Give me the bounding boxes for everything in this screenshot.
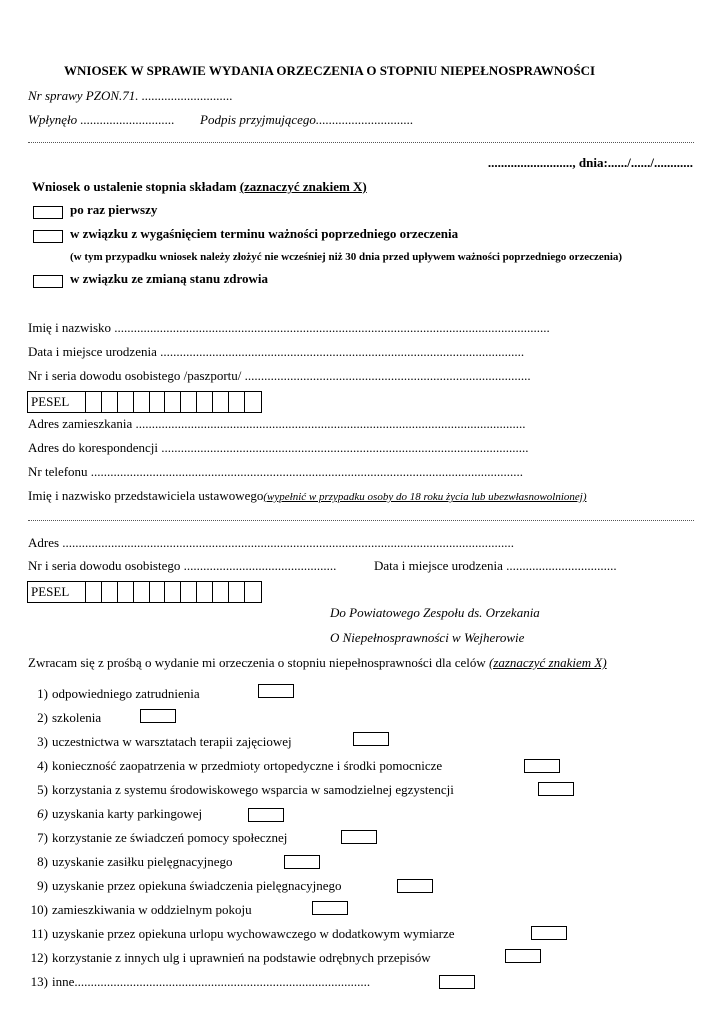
pesel-digit[interactable] (134, 392, 150, 412)
pesel-digit[interactable] (118, 392, 134, 412)
option-expired: w związku z wygaśnięciem terminu ważności poprzedniego orzeczenia (70, 226, 459, 241)
purpose-checkbox[interactable] (524, 759, 560, 773)
purpose-checkbox[interactable] (353, 732, 389, 746)
purpose-item: 9) uzyskanie przez opiekuna świadczenia pielęgnacyjnego (37, 878, 342, 893)
option-first-time: po raz pierwszy (70, 202, 158, 217)
purpose-checkbox[interactable] (341, 830, 377, 844)
received-field[interactable]: Wpłynęło ............................. (28, 112, 175, 127)
case-number-field[interactable]: Nr sprawy PZON.71. ............................ (28, 88, 233, 103)
purpose-item: 7) korzystanie ze świadczeń pomocy społecznej (37, 830, 288, 845)
pesel-digit[interactable] (102, 582, 118, 602)
applicant-pesel[interactable] (27, 391, 262, 413)
pesel-digit[interactable] (102, 392, 118, 412)
pesel-digit[interactable] (86, 582, 102, 602)
applicant-name-field[interactable]: Imię i nazwisko ...................................................................................................................................... (28, 320, 550, 335)
applicant-id-field[interactable]: Nr i seria dowodu osobistego /paszportu/ ........................................................................................ (28, 368, 531, 383)
pesel-digit[interactable] (229, 392, 245, 412)
purpose-checkbox[interactable] (140, 709, 176, 723)
page-title: WNIOSEK W SPRAWIE WYDANIA ORZECZENIA O STOPNIU NIEPEŁNOSPRAWNOŚCI (64, 63, 596, 78)
recipient-line-1: Do Powiatowego Zespołu ds. Orzekania (330, 605, 540, 620)
applicant-birth-field[interactable]: Data i miejsce urodzenia ................................................................................................................ (28, 344, 525, 359)
purpose-item: 4) konieczność zaopatrzenia w przedmioty ortopedyczne i środki pomocnicze (37, 758, 443, 773)
purpose-item: 11) uzyskanie przez opiekuna urlopu wychowawczego w dodatkowym wymiarze (31, 926, 455, 941)
purpose-item: 1) odpowiedniego zatrudnienia (37, 686, 200, 701)
purpose-intro: Zwracam się z prośbą o wydanie mi orzeczenia o stopniu niepełnosprawności dla celów (zaznaczyć znakiem X) (28, 655, 607, 670)
representative-address-field[interactable]: Adres ........................................................................................................................................... (28, 535, 515, 550)
representative-name-line[interactable] (28, 520, 694, 521)
pesel-digit[interactable] (213, 582, 229, 602)
pesel-digit[interactable] (165, 392, 181, 412)
pesel-digit[interactable] (197, 582, 213, 602)
pesel-digit[interactable] (213, 392, 229, 412)
representative-id-field[interactable]: Nr i seria dowodu osobistego ............................................... (28, 558, 337, 573)
health-change-checkbox[interactable] (33, 275, 63, 288)
purpose-checkbox[interactable] (312, 901, 348, 915)
pesel-digit[interactable] (181, 582, 197, 602)
purpose-item: 13) inne........................................................................................... (30, 974, 371, 989)
pesel-digit[interactable] (229, 582, 245, 602)
purpose-item: 12) korzystanie z innych ulg i uprawnień na podstawie odrębnych przepisów (30, 950, 431, 965)
purpose-checkbox[interactable] (397, 879, 433, 893)
purpose-checkbox[interactable] (248, 808, 284, 822)
purpose-checkbox[interactable] (258, 684, 294, 698)
pesel-label: PESEL (28, 582, 86, 602)
purpose-checkbox[interactable] (284, 855, 320, 869)
pesel-digit[interactable] (86, 392, 102, 412)
applicant-corr-address-field[interactable]: Adres do korespondencji ................................................................................................................. (28, 440, 529, 455)
applicant-phone-field[interactable]: Nr telefonu ..................................................................................................................................... (28, 464, 524, 479)
purpose-item: 10) zamieszkiwania w oddzielnym pokoju (30, 902, 252, 917)
purpose-item: 8) uzyskanie zasiłku pielęgnacyjnego (37, 854, 233, 869)
pesel-digit[interactable] (165, 582, 181, 602)
pesel-digit[interactable] (118, 582, 134, 602)
expired-checkbox[interactable] (33, 230, 63, 243)
purpose-checkbox[interactable] (531, 926, 567, 940)
first-time-checkbox[interactable] (33, 206, 63, 219)
option-health-change: w związku ze zmianą stanu zdrowia (70, 271, 269, 286)
request-type-intro: Wniosek o ustalenie stopnia składam (zaznaczyć znakiem X) (32, 179, 367, 194)
pesel-digit[interactable] (150, 392, 166, 412)
recipient-line-2: O Niepełnosprawności w Wejherowie (330, 630, 525, 645)
expired-note: (w tym przypadku wniosek należy złożyć nie wcześniej niż 30 dnia przed upływem ważności poprzedniego orzeczenia) (70, 251, 623, 263)
pesel-digit[interactable] (197, 392, 213, 412)
representative-birth-field[interactable]: Data i miejsce urodzenia .................................. (374, 558, 617, 573)
separator-line (28, 142, 694, 143)
purpose-checkbox[interactable] (439, 975, 475, 989)
purpose-item: 2) szkolenia (37, 710, 102, 725)
purpose-checkbox[interactable] (505, 949, 541, 963)
representative-pesel[interactable] (27, 581, 262, 603)
signature-field[interactable]: Podpis przyjmującego.............................. (200, 112, 414, 127)
pesel-digit[interactable] (181, 392, 197, 412)
date-field[interactable]: .........................., dnia:....../....../............ (487, 155, 693, 170)
purpose-checkbox[interactable] (538, 782, 574, 796)
pesel-digit[interactable] (150, 582, 166, 602)
pesel-digit[interactable] (245, 392, 261, 412)
pesel-digit[interactable] (245, 582, 261, 602)
applicant-address-field[interactable]: Adres zamieszkania ........................................................................................................................ (28, 416, 526, 431)
pesel-digit[interactable] (134, 582, 150, 602)
purpose-item: 3) uczestnictwa w warsztatach terapii zajęciowej (37, 734, 292, 749)
purpose-item: 6) uzyskania karty parkingowej (37, 806, 203, 821)
representative-name-field[interactable]: Imię i nazwisko przedstawiciela ustawowego(wypełnić w przypadku osoby do 18 roku życia lub ubezwłasnowolnionej) (28, 488, 587, 503)
pesel-label: PESEL (28, 392, 86, 412)
purpose-item: 5) korzystania z systemu środowiskowego wsparcia w samodzielnej egzystencji (37, 782, 454, 797)
